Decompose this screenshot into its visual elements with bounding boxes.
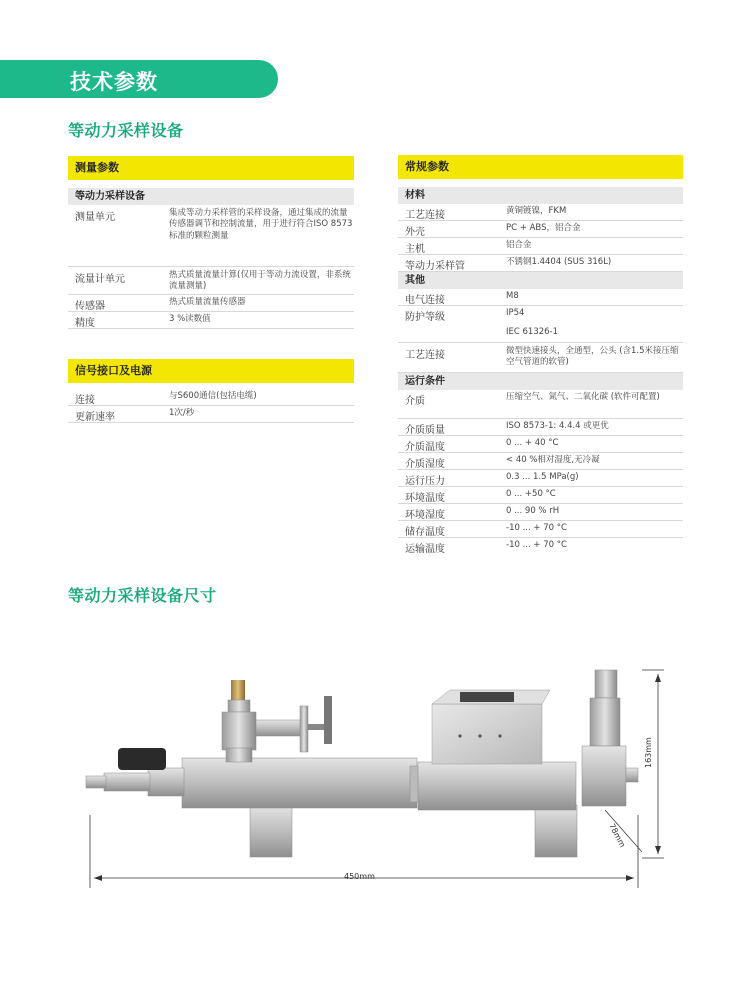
row-key: 介质 bbox=[405, 396, 425, 407]
row-value: 微型快速接头，全通型，公头 (含1.5米接压缩空气管道的软管) bbox=[506, 346, 679, 368]
table-row bbox=[68, 312, 354, 329]
row-value: 0 ... 90 % rH bbox=[506, 506, 560, 516]
table-row bbox=[398, 238, 683, 255]
row-value: 热式质量流量传感器 bbox=[169, 297, 246, 307]
depth-dimension-label: 78mm bbox=[607, 822, 628, 849]
row-key: 运输温度 bbox=[405, 544, 445, 555]
row-value: < 40 %相对湿度,无冷凝 bbox=[506, 455, 600, 465]
table-row bbox=[398, 487, 683, 504]
table-row bbox=[398, 289, 683, 306]
table-row bbox=[398, 255, 683, 272]
measurement-group: 等动力采样设备 bbox=[68, 188, 354, 205]
measurement-header: 测量参数 bbox=[68, 156, 354, 180]
table-row bbox=[398, 306, 683, 323]
row-key: 运行压力 bbox=[405, 476, 445, 487]
row-key: 储存温度 bbox=[405, 527, 445, 538]
measurement-table bbox=[68, 156, 354, 329]
row-value: 压缩空气、氮气、二氧化碳 (软件可配置) bbox=[506, 392, 660, 402]
row-value: 与S600通信(包括电缆) bbox=[169, 391, 257, 401]
section-title: 等动力采样设备 bbox=[68, 121, 184, 140]
row-key: 连接 bbox=[75, 395, 95, 406]
row-key: 流量计单元 bbox=[75, 274, 125, 285]
row-key: 环境温度 bbox=[405, 493, 445, 504]
table-row bbox=[398, 470, 683, 487]
table-row bbox=[398, 323, 683, 343]
row-value: 1次/秒 bbox=[169, 408, 195, 418]
row-key: 电气连接 bbox=[405, 295, 445, 306]
signal-table bbox=[68, 359, 354, 423]
table-row bbox=[398, 521, 683, 538]
table-row bbox=[68, 267, 354, 295]
row-key: 精度 bbox=[75, 318, 95, 329]
general-header: 常规参数 bbox=[398, 155, 683, 179]
device-illustration bbox=[60, 640, 690, 900]
row-key: 介质温度 bbox=[405, 442, 445, 453]
group-other: 其他 bbox=[398, 272, 683, 289]
table-row bbox=[398, 390, 683, 419]
row-value: ISO 8573-1: 4.4.4 或更优 bbox=[506, 421, 609, 431]
row-value: -10 ... + 70 °C bbox=[506, 523, 567, 533]
width-dimension-label: 450mm bbox=[344, 872, 375, 881]
row-key: 介质质量 bbox=[405, 425, 445, 436]
row-key: 主机 bbox=[405, 244, 425, 255]
row-value: 3 %读数值 bbox=[169, 314, 211, 324]
table-row bbox=[398, 419, 683, 436]
row-value: 不锈钢1.4404 (SUS 316L) bbox=[506, 257, 612, 267]
row-value: 热式质量流量计算(仅用于等动力流设置，非系统流量测量) bbox=[169, 270, 351, 292]
group-material: 材料 bbox=[398, 187, 683, 204]
row-value: 铝合金 bbox=[506, 240, 532, 250]
height-dimension-label: 163mm bbox=[644, 737, 653, 768]
row-value: 0.3 ... 1.5 MPa(g) bbox=[506, 472, 579, 482]
row-value: 0 ... +50 °C bbox=[506, 489, 556, 499]
table-row bbox=[398, 221, 683, 238]
dimensions-title: 等动力采样设备尺寸 bbox=[68, 586, 217, 605]
table-row bbox=[68, 295, 354, 312]
table-row bbox=[398, 204, 683, 221]
table-row bbox=[398, 538, 683, 555]
table-row bbox=[398, 436, 683, 453]
table-row bbox=[398, 343, 683, 373]
table-row bbox=[68, 389, 354, 406]
signal-header: 信号接口及电源 bbox=[68, 359, 354, 383]
group-operating: 运行条件 bbox=[398, 373, 683, 390]
row-value: M8 bbox=[506, 291, 519, 301]
row-value: 黄铜镀镍，FKM bbox=[506, 206, 567, 216]
table-row bbox=[68, 205, 354, 267]
page-title: 技术参数 bbox=[70, 70, 158, 94]
row-key: 传感器 bbox=[75, 301, 105, 312]
row-value: IEC 61326-1 bbox=[506, 327, 559, 337]
row-key bbox=[398, 327, 506, 342]
table-row bbox=[398, 504, 683, 521]
row-value: 0 ... + 40 °C bbox=[506, 438, 559, 448]
row-value: PC + ABS，铝合金 bbox=[506, 223, 581, 233]
row-key: 工艺连接 bbox=[405, 350, 445, 361]
row-value: -10 ... + 70 °C bbox=[506, 540, 567, 550]
row-key: 外壳 bbox=[405, 227, 425, 238]
row-key: 介质湿度 bbox=[405, 459, 445, 470]
table-row bbox=[398, 453, 683, 470]
row-value: 集成等动力采样管的采样设备，通过集成的流量传感器调节和控制流量，用于进行符合ISO 8573标准的颗粒测量 bbox=[169, 208, 353, 241]
row-key: 防护等级 bbox=[405, 312, 445, 323]
row-key: 等动力采样管 bbox=[405, 261, 465, 272]
row-value: IP54 bbox=[506, 308, 525, 318]
row-key: 测量单元 bbox=[75, 212, 115, 223]
header-bar bbox=[0, 60, 278, 98]
table-row bbox=[68, 406, 354, 423]
row-key: 更新速率 bbox=[75, 412, 115, 423]
general-table bbox=[398, 155, 683, 555]
row-key: 工艺连接 bbox=[405, 210, 445, 221]
row-key: 环境湿度 bbox=[405, 510, 445, 521]
